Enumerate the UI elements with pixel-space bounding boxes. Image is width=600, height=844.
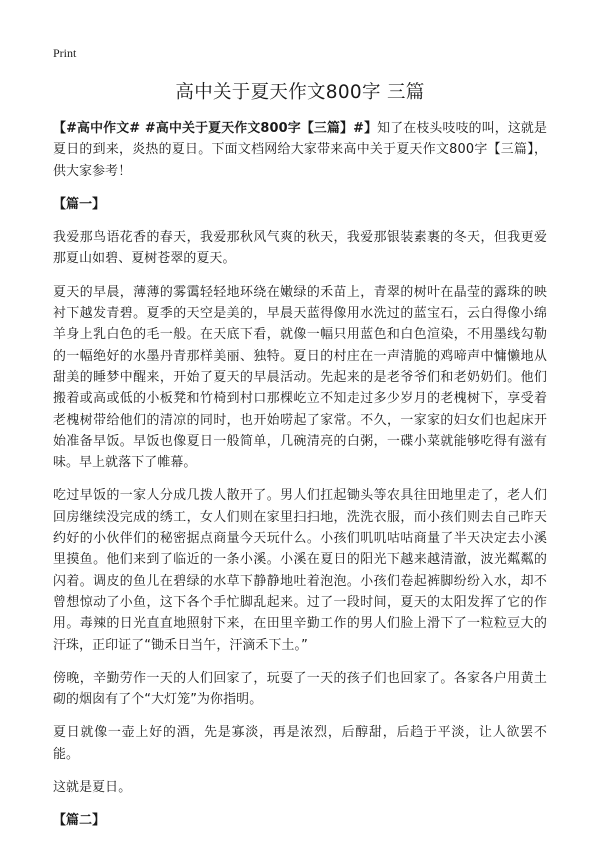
document-title: 高中关于夏天作文800字 三篇 xyxy=(175,82,425,103)
section-heading-1: 【篇一】 xyxy=(53,196,106,212)
paragraph: 夏天的早晨，薄薄的雾霭轻轻地环绕在嫩绿的禾苗上，青翠的树叶在晶莹的露珠的映衬下越发青碧。夏季的天空是美的，早晨天蓝得像用水洗过的蓝宝石，云白得像小绵羊身上乳白色的毛一般。在天底下看，就像一幅只用蓝色和白色渲染，不用墨线勾勒的一幅绝好的水墨丹青那样美丽、独特。夏日的村庄在一声清脆的鸡啼声中慵懒地从甜美的睡梦中醒来，开始了夏天的早晨活动。先起来的是老爷爷们和老奶奶们。他们搬着或高或低的小板凳和竹椅到村口那棵屹立不知走过多少岁月的老槐树下，享受着老槐树带给他们的清凉的同时，也开始唠起了家常。不久，一家家的妇女们也起床开始准备早饭。早饭也像夏日一般简单，几碗清亮的白粥，一碟小菜就能够吃得有滋有味。早上就落下了帷幕。 xyxy=(53,284,547,471)
intro-text: 知了在枝头吱吱的叫，这就是夏日的到来，炎热的夏日。下面文档网给大家带来高中关于夏天作文800字【三篇】，供大家参考！ xyxy=(53,121,547,179)
paragraph: 吃过早饭的一家人分成几拨人散开了。男人们扛起锄头等农具往田地里走了，老人们回房继续没完成的绣工，女人们则在家里扫扫地，洗洗衣服，而小孩们则去自己昨天约好的小伙伴们的秘密据点商量今天玩什么。小孩们叽叽咕咕商量了半天决定去小溪里摸鱼。他们来到了临近的一条小溪。小溪在夏日的阳光下越来越清澈，波光粼粼的闪着。调皮的鱼儿在碧绿的水草下静静地吐着泡泡。小孩们卷起裤脚纷纷入水，却不曾想惊动了小鱼，这下各个手忙脚乱起来。过了一段时间，夏天的太阳发挥了它的作用。毒辣的日光直直地照射下来，在田里辛勤工作的男人们脸上滑下了一粒粒豆大的汗珠，正印证了“锄禾日当午，汗滴禾下土。” xyxy=(53,488,547,653)
paragraph: 傍晚，辛勤劳作一天的人们回家了，玩耍了一天的孩子们也回家了。各家各户用黄土砌的烟囱有了个“大灯笼”为你指明。 xyxy=(53,670,547,708)
intro-tag: 【#高中作文# #高中关于夏天作文800字【三篇】#】 xyxy=(53,121,378,136)
print-link[interactable]: Print xyxy=(53,46,77,60)
intro-paragraph xyxy=(53,118,547,182)
article-body xyxy=(53,118,547,844)
paragraph: 夏日就像一壶上好的酒，先是寡淡，再是浓烈，后醇甜，后趋于平淡，让人欲罢不能。 xyxy=(53,725,547,762)
paragraph: 我爱那鸟语花香的春天，我爱那秋风气爽的秋天，我爱那银装素裹的冬天，但我更爱那夏山如碧、夏树苍翠的夏天。 xyxy=(53,230,547,267)
section-heading-2: 【篇二】 xyxy=(53,813,106,829)
paragraph: 这就是夏日。 xyxy=(53,780,132,796)
